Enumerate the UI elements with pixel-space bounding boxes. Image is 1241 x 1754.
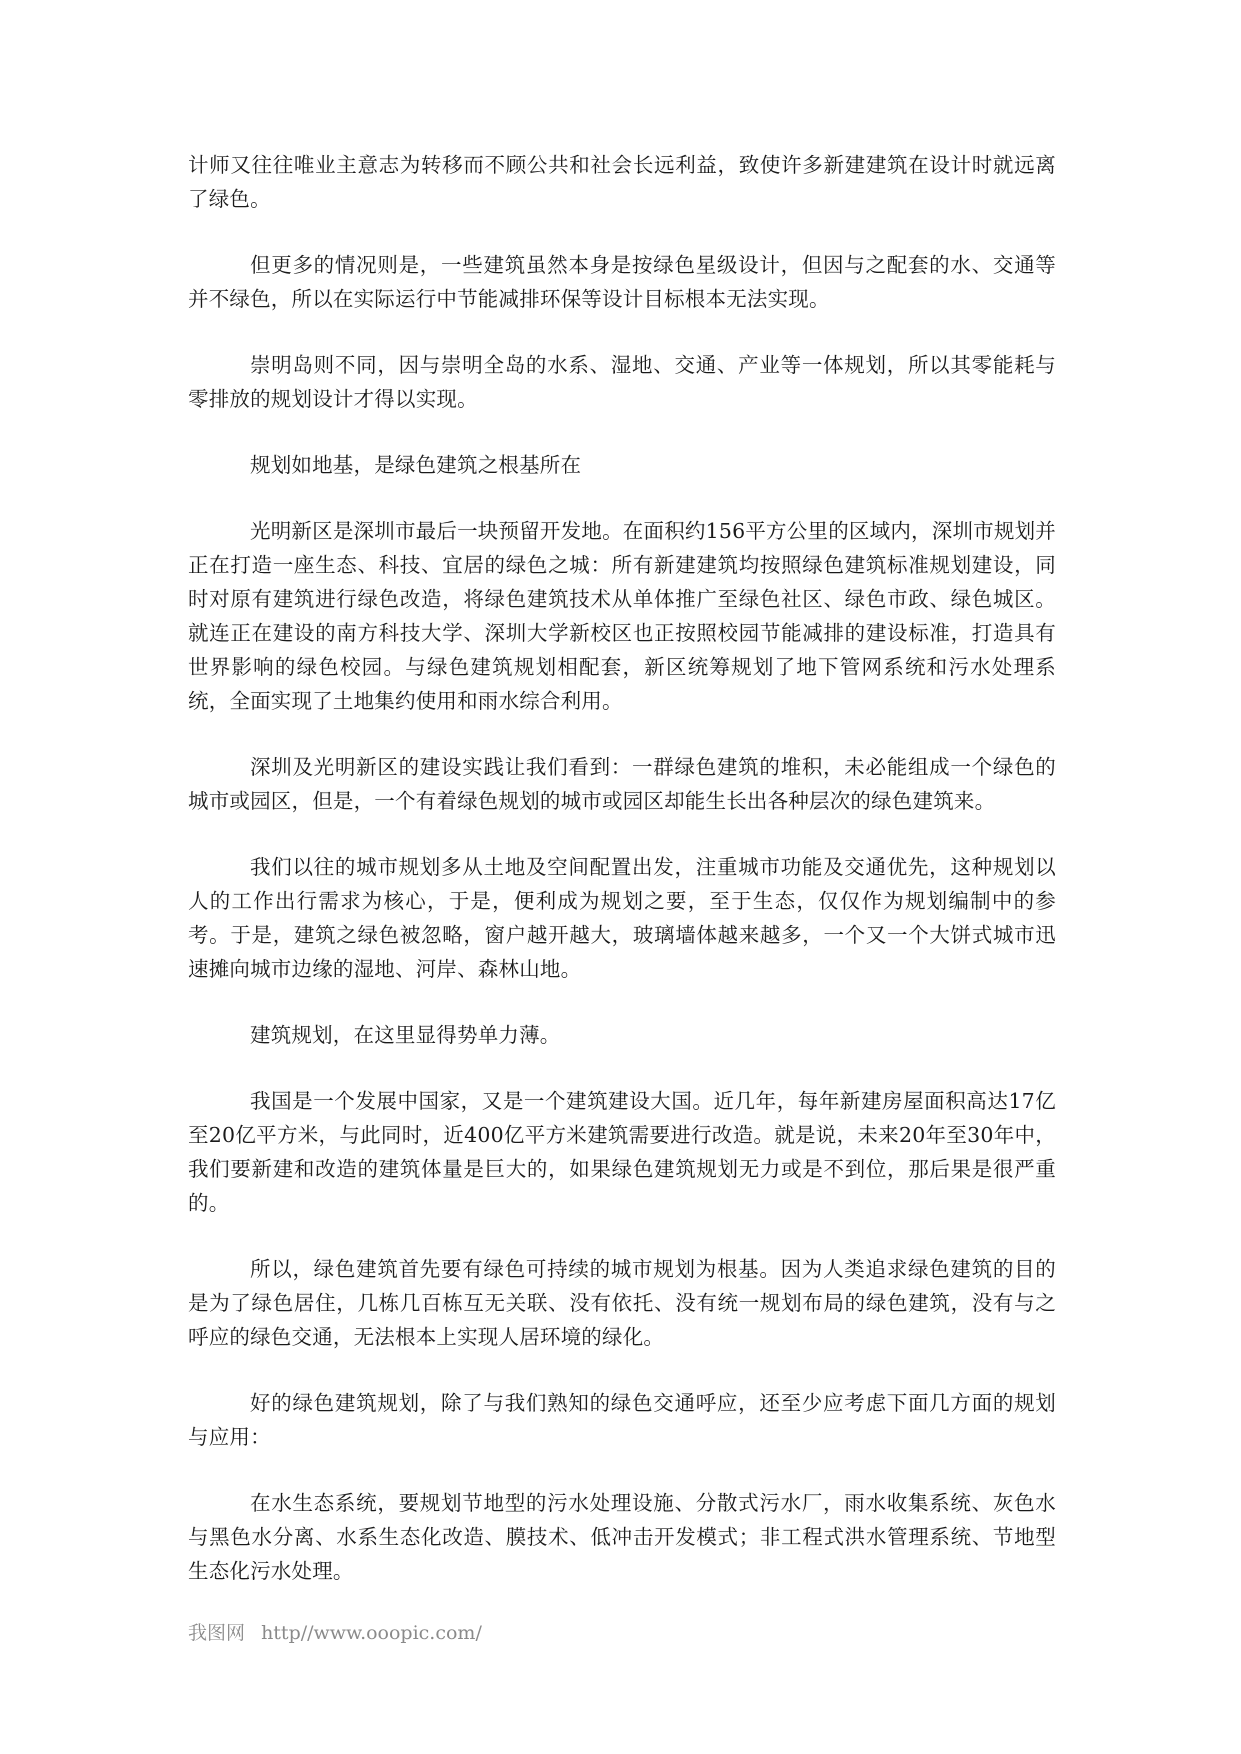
paragraph-continuation: 计师又往往唯业主意志为转移而不顾公共和社会长远利益，致使许多新建建筑在设计时就远离了绿色。 [188,153,1056,211]
paragraph: 好的绿色建筑规划，除了与我们熟知的绿色交通呼应，还至少应考虑下面几方面的规划与应用： [188,1391,1056,1449]
footer-site-name: 我图网 [188,1622,246,1644]
paragraph: 建筑规划，在这里显得势单力薄。 [250,1023,561,1047]
footer-url: http//www.ooopic.com/ [261,1622,482,1644]
paragraph: 崇明岛则不同，因与崇明全岛的水系、湿地、交通、产业等一体规划，所以其零能耗与零排放的规划设计才得以实现。 [188,353,1056,411]
paragraph: 所以，绿色建筑首先要有绿色可持续的城市规划为根基。因为人类追求绿色建筑的目的是为了绿色居住，几栋几百栋互无关联、没有依托、没有统一规划布局的绿色建筑，没有与之呼应的绿色交通，无法根本上实现人居环境的绿化。 [188,1257,1056,1349]
footer-watermark [188,1618,482,1645]
article-body [188,148,1056,1620]
paragraph: 在水生态系统，要规划节地型的污水处理设施、分散式污水厂，雨水收集系统、灰色水与黑色水分离、水系生态化改造、膜技术、低冲击开发模式；非工程式洪水管理系统、节地型生态化污水处理。 [188,1491,1056,1583]
paragraph: 但更多的情况则是，一些建筑虽然本身是按绿色星级设计，但因与之配套的水、交通等并不绿色，所以在实际运行中节能减排环保等设计目标根本无法实现。 [188,253,1056,311]
paragraph: 光明新区是深圳市最后一块预留开发地。在面积约156平方公里的区域内，深圳市规划并正在打造一座生态、科技、宜居的绿色之城：所有新建建筑均按照绿色建筑标准规划建设，同时对原有建筑进行绿色改造，将绿色建筑技术从单体推广至绿色社区、绿色市政、绿色城区。就连正在建设的南方科技大学、深圳大学新校区也正按照校园节能减排的建设标准，打造具有世界影响的绿色校园。与绿色建筑规划相配套，新区统筹规划了地下管网系统和污水处理系统，全面实现了土地集约使用和雨水综合利用。 [188,519,1056,713]
paragraph: 我们以往的城市规划多从土地及空间配置出发，注重城市功能及交通优先，这种规划以人的工作出行需求为核心，于是，便利成为规划之要，至于生态，仅仅作为规划编制中的参考。于是，建筑之绿色被忽略，窗户越开越大，玻璃墙体越来越多，一个又一个大饼式城市迅速摊向城市边缘的湿地、河岸、森林山地。 [188,855,1056,981]
paragraph: 我国是一个发展中国家，又是一个建筑建设大国。近几年，每年新建房屋面积高达17亿至20亿平方米，与此同时，近400亿平方米建筑需要进行改造。就是说，未来20年至30年中，我们要新建和改造的建筑体量是巨大的，如果绿色建筑规划无力或是不到位，那后果是很严重的。 [188,1089,1056,1215]
paragraph: 深圳及光明新区的建设实践让我们看到：一群绿色建筑的堆积，未必能组成一个绿色的城市或园区，但是，一个有着绿色规划的城市或园区却能生长出各种层次的绿色建筑来。 [188,755,1056,813]
section-heading: 规划如地基，是绿色建筑之根基所在 [250,453,582,477]
